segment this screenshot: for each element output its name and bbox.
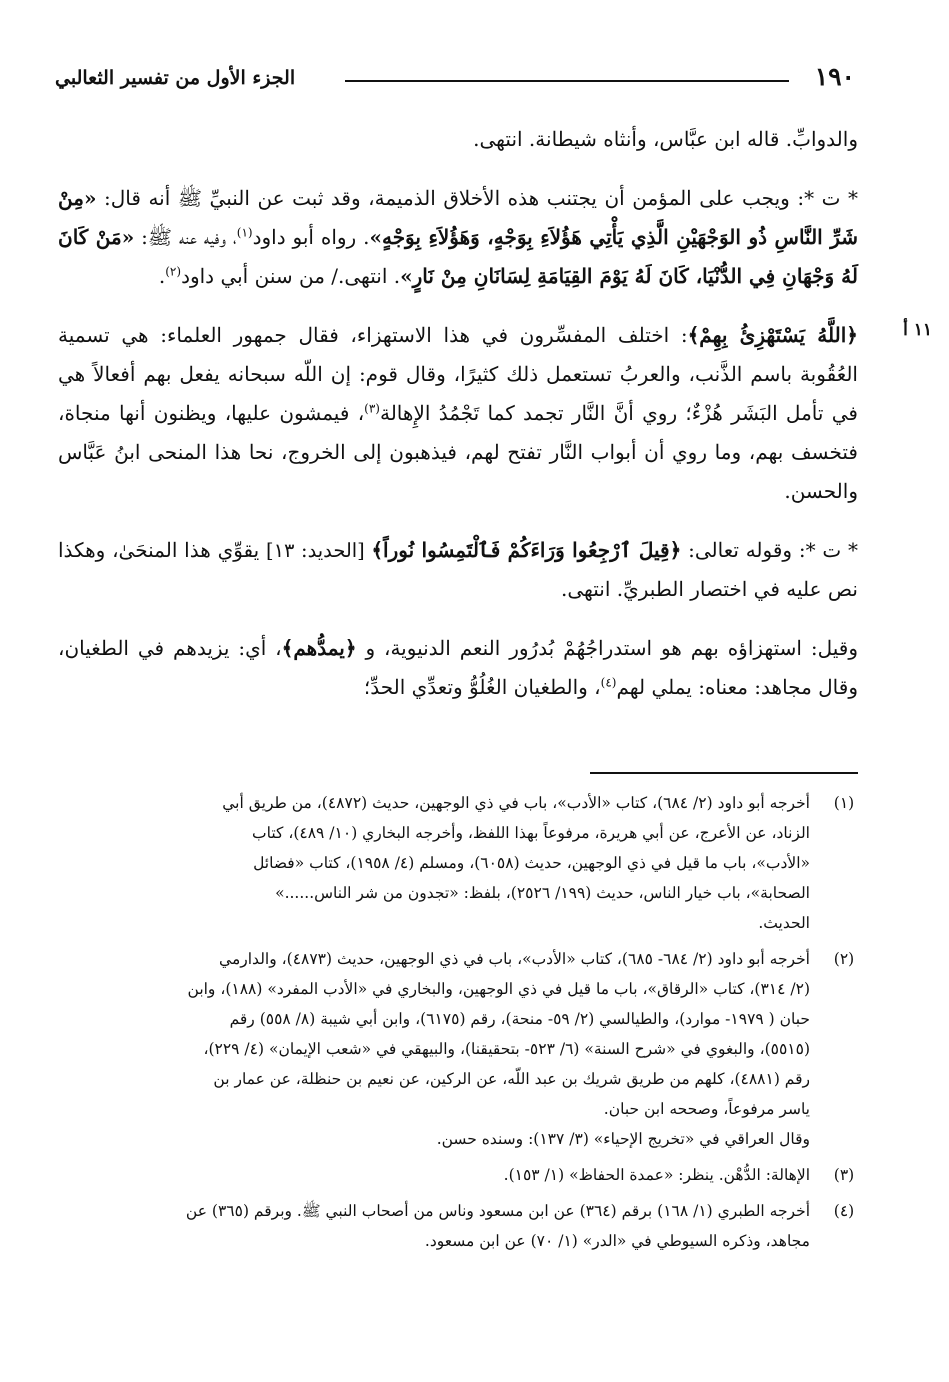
- running-title: الجزء الأول من تفسير الثعالبي: [55, 67, 296, 89]
- p5-text-c: ، والطغيان الغُلُوُّ وتعدِّي الحدِّ؛: [363, 675, 601, 699]
- footnote-number: (٣): [833, 1166, 855, 1184]
- footnote-line: حبان ( ١٩٧٩- موارد)، والطيالسي (٢/ ٥٩- منحة)، رقم (٦١٧٥)، وابن أبي شيبة (٨/ ٥٥٨) رقم: [229, 1010, 810, 1028]
- paragraph-3: [58, 316, 858, 511]
- footnote-1: [94, 788, 864, 938]
- footnote-line: «الأدب»، باب ما قيل في ذي الوجهين، حديث (٦٠٥٨)، ومسلم (٤/ ١٩٥٨)، كتاب «فضائل: [253, 854, 810, 872]
- footnote-line: (٥٥١٥)، والبغوي في «شرح السنة» (٦/ ٥٢٣- بتحقيقنا)، والبيهقي في «شعب الإيمان» (٤/ ٢٢٩)،: [203, 1040, 810, 1058]
- p4-text-b: يقوِّي هذا المنحَىٰ، وهكذا نص عليه في اختصار الطبريِّ. انتهى.: [58, 538, 858, 601]
- p5-text-b: ، أي: يزيدهم في الطغيان، وقال مجاهد: معناه: يملي لهم: [58, 636, 858, 699]
- p2-text-e: .: [158, 264, 166, 288]
- hadith-quote-1: «مِنْ شَرِّ النَّاسِ ذُو الوَجْهَيْنِ الَّذِي يَأْتِي هَؤُلاَءِ بِوَجْهٍ، وَهَؤُلاَءِ بِوَجْهٍ»: [58, 186, 859, 249]
- footnote-line: مجاهد، وذكره السيوطي في «الدر» (١/ ٧٠) عن ابن مسعود.: [424, 1232, 810, 1250]
- footnote-line: الحديث.: [758, 914, 810, 932]
- footnote-line: وقال العراقي في «تخريج الإحياء» (٣/ ١٣٧): وسنده حسن.: [436, 1130, 810, 1148]
- paragraph-2: [58, 179, 858, 296]
- p4-text-a: * ت *: وقوله تعالى:: [681, 538, 859, 562]
- paragraph-4: [58, 531, 858, 609]
- footnote-number: (١): [833, 794, 855, 812]
- p2-text-b: . رواه أبو داود: [252, 225, 370, 249]
- hadith-quote-2: «مَنْ كَانَ لَهُ وَجْهَانِ فِي الدُّنْيَا، كَانَ لَهُ يَوْمَ القِيَامَةِ لِسَانَانِ مِنْ نَارٍ»: [58, 225, 858, 288]
- footnote-ref-2: (٢): [165, 264, 182, 279]
- margin-folio-note: ١١ أ: [903, 320, 932, 340]
- footnote-number: (٢): [833, 950, 855, 968]
- footnote-3: [94, 1160, 864, 1190]
- quran-verse-2: ﴿قِيلَ ٱرْجِعُوا وَرَاءَكُمْ فَٱلْتَمِسُوا نُوراً﴾: [371, 538, 682, 562]
- p2-text-c: ، وفيه عنه ﷺ:: [134, 225, 237, 249]
- footnotes: [94, 788, 864, 1262]
- footnote-line: أخرجه أبو داود (٢/ ٦٨٤- ٦٨٥)، كتاب «الأدب»، باب في ذي الوجهين، حديث (٤٨٧٣)، والدارمي: [219, 950, 810, 968]
- footnote-line: (٢/ ٣١٤)، كتاب «الرقاق»، باب ما قيل في ذي الوجهين، والبخاري في «الأدب المفرد» (١٨٨)، وابن: [187, 980, 810, 998]
- footnote-2: [94, 944, 864, 1154]
- footnote-separator: [590, 772, 858, 774]
- page-header: [55, 62, 855, 102]
- footnote-line: رقم (٤٨٨١)، كلهم من طريق شريك بن عبد اللّه، عن الركين، عن نعيم بن حنظلة، عن عمار بن: [213, 1070, 810, 1088]
- footnote-line: ياسر مرفوعاً، وصححه ابن حبان.: [603, 1100, 810, 1118]
- footnote-4: [94, 1196, 864, 1256]
- footnote-line: أخرجه أبو داود (٢/ ٦٨٤)، كتاب «الأدب»، باب في ذي الوجهين، حديث (٤٨٧٢)، من طريق أبي: [222, 794, 810, 812]
- paragraph-1: والدوابِّ. قاله ابن عبَّاس، وأنثاه شيطانة. انتهى.: [473, 127, 858, 151]
- p2-text-d: . انتهى./ من سنن أبي داود: [181, 264, 401, 288]
- main-text: [58, 120, 858, 727]
- quran-verse-1: ﴿اللَّهُ يَسْتَهْزِئُ بِهِمْ﴾: [687, 323, 858, 347]
- footnote-ref-1: (١): [236, 225, 253, 240]
- quran-word: ﴿يمدُّهم﴾: [281, 636, 357, 660]
- verse-reference: [الحديد: ١٣]: [266, 539, 372, 562]
- p5-text-a: وقيل: استهزاؤه بهم هو استدراجُهُمْ بُدرُور النعم الدنيوية، و: [356, 636, 859, 660]
- header-rule: [345, 80, 789, 82]
- footnote-number: (٤): [833, 1202, 855, 1220]
- p3-text-b: ، فيمشون عليها، ويظنون أنها منجاة، فتخسف بهم، وما روي أن أبواب النَّار تفتح لهم، فيذهبون إلى الخروج، نحا هذا المنحى ابنُ عَبَّاس والحسن.: [58, 401, 858, 503]
- footnote-line: الزناد، عن الأعرج، عن أبي هريرة، مرفوعاً بهذا اللفظ، وأخرجه البخاري (١٠/ ٤٨٩)، كتاب: [252, 824, 810, 842]
- page-number: ١٩٠: [814, 62, 855, 91]
- footnote-line: الإهالة: الدُّهْن. ينظر: «عمدة الحفاظ» (١/ ١٥٣).: [503, 1166, 810, 1184]
- footnote-line: أخرجه الطبري (١/ ١٦٨) برقم (٣٦٤) عن ابن مسعود وناس من أصحاب النبي ﷺ. وبرقم (٣٦٥) عن: [185, 1202, 810, 1220]
- paragraph-5: [58, 629, 858, 707]
- p3-text-a: : اختلف المفسِّرون في هذا الاستهزاء، فقال جمهور العلماء: هي تسمية العُقُوبة باسم الذَّنب، والعربُ تستعمل ذلك كثيرًا، وقال قوم: إن اللّه سبحانه يفعل بهم أفعالاً هي في تأمل البَشَر هُزْءٌ؛ روي أنَّ النَّار تجمد كما تَجْمُدُ الإِهالة: [58, 323, 858, 425]
- footnote-ref-4: (٤): [600, 675, 617, 690]
- footnote-line: الصحابة»، باب خيار الناس، حديث (١٩٩/ ٢٥٢٦)، بلفظ: «تجدون من شر الناس......»: [275, 884, 810, 902]
- p2-text-a: * ت *: ويجب على المؤمن أن يجتنب هذه الأخلاق الذميمة، وقد ثبت عن النبيِّ ﷺ أنه قال:: [96, 186, 858, 210]
- footnote-ref-3: (٣): [364, 401, 380, 416]
